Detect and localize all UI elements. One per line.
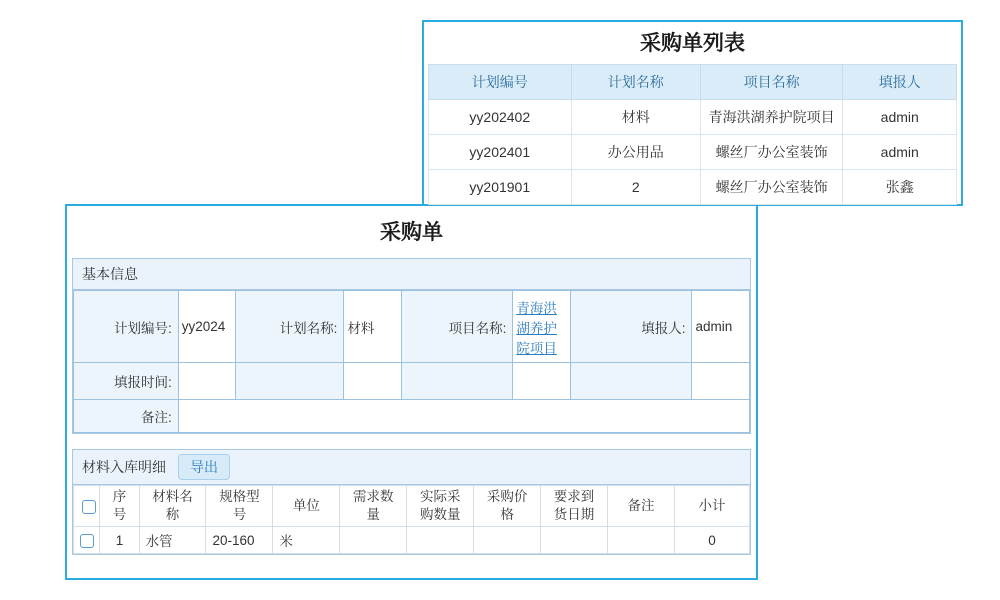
purchase-order-detail-panel bbox=[65, 204, 758, 580]
empty-label-cell bbox=[236, 363, 344, 400]
basic-info-row-2 bbox=[74, 363, 750, 400]
reporter-label: 填报人: bbox=[570, 291, 692, 363]
select-all-checkbox[interactable] bbox=[82, 500, 96, 514]
empty-value-cell bbox=[692, 363, 750, 400]
reporter-cell: admin bbox=[843, 100, 957, 135]
col-material-name: 材料名称 bbox=[139, 486, 206, 527]
project-name-cell: 螺丝厂办公室装饰 bbox=[700, 135, 843, 170]
price-cell bbox=[474, 527, 541, 554]
row-select-cell bbox=[74, 527, 100, 554]
col-spec: 规格型号 bbox=[206, 486, 273, 527]
report-time-value bbox=[178, 363, 235, 400]
empty-label-cell bbox=[570, 363, 692, 400]
materials-header-row bbox=[74, 486, 750, 527]
plan-no-cell: yy201901 bbox=[429, 170, 572, 205]
list-row[interactable] bbox=[429, 135, 957, 170]
project-name-cell: 青海洪湖养护院项目 bbox=[700, 100, 843, 135]
actual-qty-cell bbox=[407, 527, 474, 554]
purchase-order-list-table bbox=[428, 64, 957, 205]
remark-value bbox=[178, 400, 749, 433]
basic-info-row-3 bbox=[74, 400, 750, 433]
basic-info-table bbox=[73, 290, 750, 433]
col-project-name: 项目名称 bbox=[700, 65, 843, 100]
material-name-cell: 水管 bbox=[139, 527, 206, 554]
plan-name-value: 材料 bbox=[344, 291, 401, 363]
materials-section-header bbox=[73, 450, 750, 485]
basic-info-section bbox=[72, 258, 751, 434]
due-date-cell bbox=[541, 527, 608, 554]
list-panel-title: 采购单列表 bbox=[640, 32, 745, 55]
plan-no-cell: yy202402 bbox=[429, 100, 572, 135]
materials-table bbox=[73, 485, 750, 554]
report-time-label: 填报时间: bbox=[74, 363, 179, 400]
reporter-cell: 张鑫 bbox=[843, 170, 957, 205]
list-header-row bbox=[429, 65, 957, 100]
unit-cell: 米 bbox=[273, 527, 340, 554]
row-checkbox[interactable] bbox=[80, 534, 94, 548]
plan-no-value: yy2024 bbox=[178, 291, 235, 363]
materials-section bbox=[72, 449, 751, 555]
material-row[interactable] bbox=[74, 527, 750, 554]
col-subtotal: 小计 bbox=[674, 486, 749, 527]
materials-section-title: 材料入库明细 bbox=[82, 459, 166, 475]
empty-value-cell bbox=[344, 363, 401, 400]
empty-value-cell bbox=[513, 363, 570, 400]
col-seq: 序号 bbox=[100, 486, 139, 527]
col-plan-no: 计划编号 bbox=[429, 65, 572, 100]
demand-qty-cell bbox=[340, 527, 407, 554]
plan-name-cell: 2 bbox=[571, 170, 700, 205]
project-name-cell bbox=[513, 291, 570, 363]
col-demand-qty: 需求数量 bbox=[340, 486, 407, 527]
basic-info-row-1 bbox=[74, 291, 750, 363]
list-row[interactable] bbox=[429, 100, 957, 135]
select-all-cell bbox=[74, 486, 100, 527]
remark-label: 备注: bbox=[74, 400, 179, 433]
col-reporter: 填报人 bbox=[843, 65, 957, 100]
plan-no-label: 计划编号: bbox=[74, 291, 179, 363]
plan-name-cell: 材料 bbox=[571, 100, 700, 135]
project-name-label: 项目名称: bbox=[401, 291, 513, 363]
basic-info-section-title: 基本信息 bbox=[73, 259, 750, 290]
remark-cell bbox=[608, 527, 675, 554]
col-plan-name: 计划名称 bbox=[571, 65, 700, 100]
spec-cell: 20-160 bbox=[206, 527, 273, 554]
export-button[interactable]: 导出 bbox=[178, 454, 230, 480]
purchase-order-list-panel bbox=[422, 20, 963, 206]
reporter-cell: admin bbox=[843, 135, 957, 170]
project-link[interactable]: 青海洪湖养护院项目 bbox=[516, 300, 557, 356]
col-due-date: 要求到货日期 bbox=[541, 486, 608, 527]
plan-no-cell: yy202401 bbox=[429, 135, 572, 170]
reporter-value: admin bbox=[692, 291, 750, 363]
col-remark: 备注 bbox=[608, 486, 675, 527]
project-name-cell: 螺丝厂办公室装饰 bbox=[700, 170, 843, 205]
col-unit: 单位 bbox=[273, 486, 340, 527]
empty-label-cell bbox=[401, 363, 513, 400]
plan-name-label: 计划名称: bbox=[236, 291, 344, 363]
subtotal-cell: 0 bbox=[674, 527, 749, 554]
col-actual-qty: 实际采购数量 bbox=[407, 486, 474, 527]
list-row[interactable] bbox=[429, 170, 957, 205]
col-price: 采购价格 bbox=[474, 486, 541, 527]
detail-panel-title: 采购单 bbox=[380, 221, 443, 244]
seq-cell: 1 bbox=[100, 527, 139, 554]
plan-name-cell: 办公用品 bbox=[571, 135, 700, 170]
